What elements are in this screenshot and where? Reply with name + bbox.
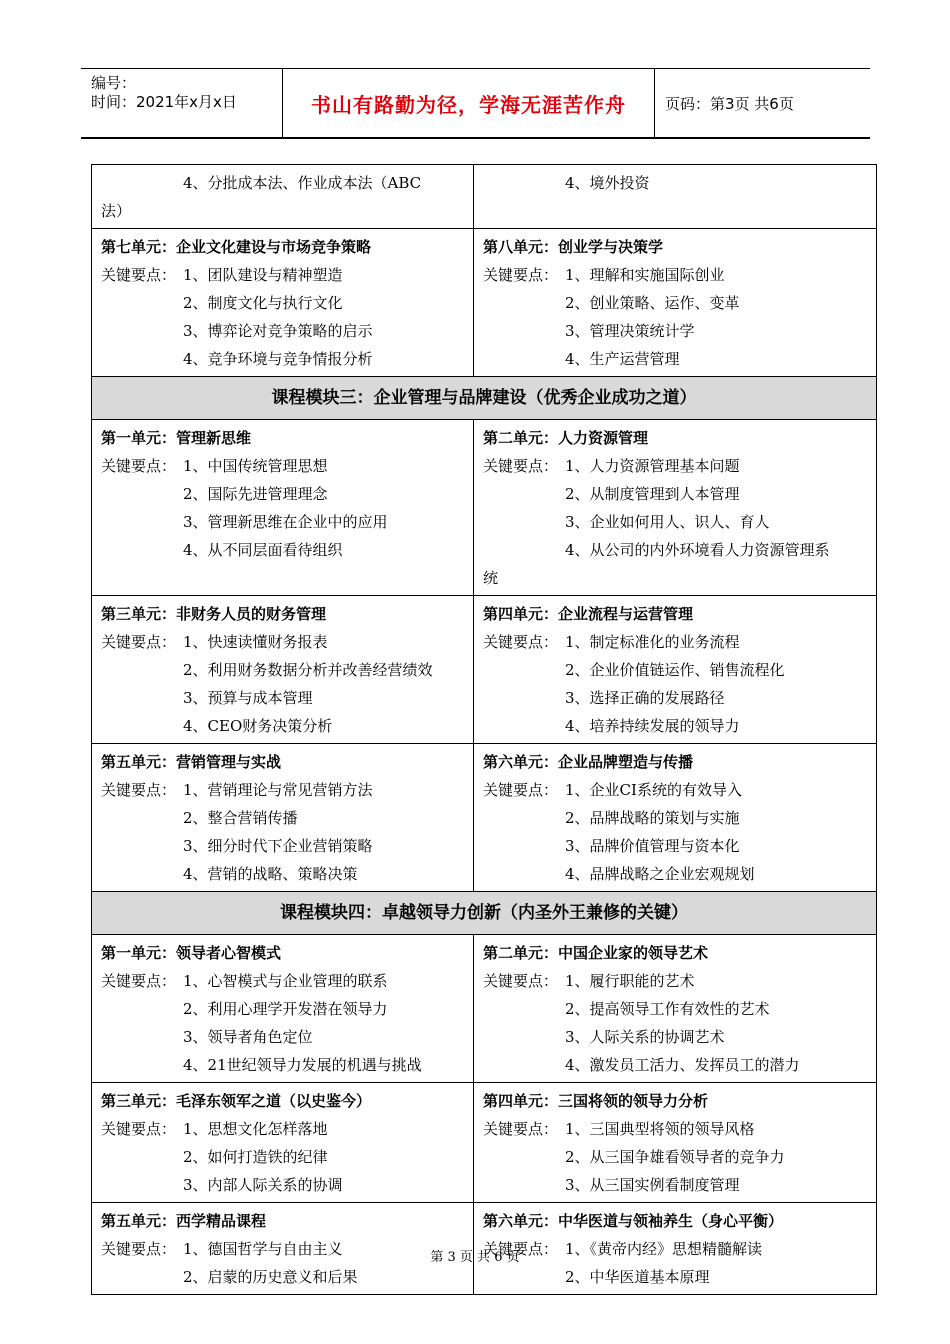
page-footer: 第 3 页 共 6 页 bbox=[430, 1250, 520, 1265]
key-point: 3、细分时代下企业营销策略 bbox=[183, 837, 373, 855]
key-points-prefix: 关键要点： bbox=[101, 972, 177, 990]
unit-title: 第六单元：企业品牌塑造与传播 bbox=[483, 753, 694, 771]
header-meta bbox=[81, 69, 283, 137]
key-point: 4、培养持续发展的领导力 bbox=[565, 717, 740, 735]
key-point-text: 1、中国传统管理思想 bbox=[183, 457, 328, 475]
key-point-text: 1、《黄帝内经》思想精髓解读 bbox=[565, 1240, 763, 1258]
key-point-text: 1、快速读懂财务报表 bbox=[183, 633, 328, 651]
key-point-text: 1、思想文化怎样落地 bbox=[183, 1120, 328, 1138]
key-point: 2、如何打造铁的纪律 bbox=[183, 1148, 328, 1166]
key-point: 3、企业如何用人、识人、育人 bbox=[565, 513, 770, 531]
unit-cell-right bbox=[474, 744, 877, 892]
key-point: 3、内部人际关系的协调 bbox=[183, 1176, 343, 1194]
table-row bbox=[92, 892, 877, 935]
key-point: 2、创业策略、运作、变革 bbox=[565, 294, 740, 312]
key-points-prefix: 关键要点： bbox=[101, 266, 177, 284]
table-row bbox=[92, 420, 877, 596]
page-header bbox=[81, 68, 870, 139]
key-point bbox=[483, 967, 870, 995]
key-point: 4、激发员工活力、发挥员工的潜力 bbox=[565, 1056, 800, 1074]
key-point: 2、提高领导工作有效性的艺术 bbox=[565, 1000, 770, 1018]
course-table-body bbox=[92, 165, 877, 1295]
unit-title: 第二单元：中国企业家的领导艺术 bbox=[483, 944, 709, 962]
unit-cell-left bbox=[92, 596, 474, 744]
key-point: 2、利用心理学开发潜在领导力 bbox=[183, 1000, 388, 1018]
key-point: 2、国际先进管理理念 bbox=[183, 485, 328, 503]
key-points-prefix: 关键要点： bbox=[483, 972, 559, 990]
key-point-text: 1、心智模式与企业管理的联系 bbox=[183, 972, 388, 990]
key-points-prefix: 关键要点： bbox=[101, 781, 177, 799]
key-point: 3、管理新思维在企业中的应用 bbox=[183, 513, 388, 531]
key-point: 4、21世纪领导力发展的机遇与挑战 bbox=[183, 1056, 422, 1074]
key-point-text: 1、德国哲学与自由主义 bbox=[183, 1240, 343, 1258]
key-points-prefix: 关键要点： bbox=[483, 1240, 559, 1258]
key-point: 2、从制度管理到人本管理 bbox=[565, 485, 740, 503]
table-row bbox=[92, 744, 877, 892]
unit-cell-left bbox=[92, 744, 474, 892]
key-point: 2、品牌战略的策划与实施 bbox=[565, 809, 740, 827]
list-item: 4、境外投资 bbox=[565, 174, 650, 192]
key-points-prefix: 关键要点： bbox=[483, 633, 559, 651]
table-row bbox=[92, 1083, 877, 1203]
unit-title: 第四单元：企业流程与运营管理 bbox=[483, 605, 694, 623]
key-point: 3、管理决策统计学 bbox=[565, 322, 695, 340]
key-point: 4、营销的战略、策略决策 bbox=[183, 865, 358, 883]
unit-title: 第一单元：管理新思维 bbox=[101, 429, 252, 447]
course-table bbox=[91, 164, 877, 1295]
list-item: 4、分批成本法、作业成本法（ABC bbox=[183, 174, 422, 192]
unit-title: 第四单元：三国将领的领导力分析 bbox=[483, 1092, 709, 1110]
key-point-text: 1、团队建设与精神塑造 bbox=[183, 266, 343, 284]
key-point: 2、企业价值链运作、销售流程化 bbox=[565, 661, 785, 679]
table-row bbox=[92, 165, 877, 229]
key-point: 3、博弈论对竞争策略的启示 bbox=[183, 322, 373, 340]
table-row bbox=[92, 935, 877, 1083]
module-3-heading: 课程模块三：企业管理与品牌建设（优秀企业成功之道） bbox=[92, 377, 877, 420]
header-motto: 书山有路勤为径，学海无涯苦作舟 bbox=[283, 69, 655, 137]
unit-cell-left bbox=[92, 420, 474, 596]
key-point: 4、从不同层面看待组织 bbox=[183, 541, 343, 559]
key-point: 3、从三国实例看制度管理 bbox=[565, 1176, 740, 1194]
unit-title: 第三单元：毛泽东领军之道（以史鉴今） bbox=[101, 1092, 372, 1110]
key-point: 4、从公司的内外环境看人力资源管理系 bbox=[565, 541, 830, 559]
key-point: 3、预算与成本管理 bbox=[183, 689, 313, 707]
key-points-prefix: 关键要点： bbox=[101, 633, 177, 651]
unit-cell-left bbox=[92, 1083, 474, 1203]
key-point-text: 1、营销理论与常见营销方法 bbox=[183, 781, 373, 799]
key-point: 2、从三国争雄看领导者的竞争力 bbox=[565, 1148, 785, 1166]
key-point: 3、领导者角色定位 bbox=[183, 1028, 313, 1046]
key-point: 4、品牌战略之企业宏观规划 bbox=[565, 865, 755, 883]
key-point bbox=[101, 967, 467, 995]
key-point: 3、人际关系的协调艺术 bbox=[565, 1028, 725, 1046]
unit-title: 第七单元：企业文化建设与市场竞争策略 bbox=[101, 238, 372, 256]
unit-cell-right bbox=[474, 596, 877, 744]
header-page-label: 页码：第3页 共6页 bbox=[665, 94, 794, 113]
key-point bbox=[101, 776, 467, 804]
key-points-prefix: 关键要点： bbox=[483, 781, 559, 799]
key-point bbox=[101, 1115, 467, 1143]
continuation-right-cell bbox=[474, 165, 877, 229]
key-point-text: 1、三国典型将领的领导风格 bbox=[565, 1120, 755, 1138]
key-point-text: 1、履行职能的艺术 bbox=[565, 972, 695, 990]
unit-title: 第八单元：创业学与决策学 bbox=[483, 238, 664, 256]
key-point: 3、选择正确的发展路径 bbox=[565, 689, 725, 707]
key-point bbox=[483, 1115, 870, 1143]
key-point-text: 1、制定标准化的业务流程 bbox=[565, 633, 740, 651]
unit-cell-left bbox=[92, 229, 474, 377]
key-point bbox=[101, 261, 467, 289]
key-point: 2、利用财务数据分析并改善经营绩效 bbox=[183, 661, 433, 679]
unit-cell-right bbox=[474, 229, 877, 377]
unit-cell-right bbox=[474, 420, 877, 596]
key-point bbox=[101, 628, 467, 656]
key-points-prefix: 关键要点： bbox=[101, 1240, 177, 1258]
key-point: 4、CEO财务决策分析 bbox=[183, 717, 333, 735]
key-points-prefix: 关键要点： bbox=[483, 1120, 559, 1138]
list-item-wrap: 法） bbox=[101, 202, 132, 220]
key-point-text: 1、理解和实施国际创业 bbox=[565, 266, 725, 284]
key-points-prefix: 关键要点： bbox=[483, 266, 559, 284]
unit-title: 第五单元：西学精品课程 bbox=[101, 1212, 267, 1230]
key-point: 2、启蒙的历史意义和后果 bbox=[183, 1268, 358, 1286]
continuation-left-cell bbox=[92, 165, 474, 229]
key-points-prefix: 关键要点： bbox=[483, 457, 559, 475]
document-date-label: 时间：2021年x月x日 bbox=[91, 93, 237, 111]
key-point bbox=[483, 628, 870, 656]
table-row bbox=[92, 377, 877, 420]
unit-title: 第五单元：营销管理与实战 bbox=[101, 753, 282, 771]
document-number-label: 编号： bbox=[91, 74, 137, 92]
module-4-heading: 课程模块四：卓越领导力创新（内圣外王兼修的关键） bbox=[92, 892, 877, 935]
key-point: 3、品牌价值管理与资本化 bbox=[565, 837, 740, 855]
key-point: 4、竞争环境与竞争情报分析 bbox=[183, 350, 373, 368]
unit-cell-right bbox=[474, 1083, 877, 1203]
key-point bbox=[483, 776, 870, 804]
key-points-prefix: 关键要点： bbox=[101, 457, 177, 475]
key-point-wrap: 统 bbox=[483, 569, 499, 587]
unit-cell-left bbox=[92, 935, 474, 1083]
unit-title: 第六单元：中华医道与领袖养生（身心平衡） bbox=[483, 1212, 784, 1230]
key-point: 2、制度文化与执行文化 bbox=[183, 294, 343, 312]
key-point bbox=[101, 452, 467, 480]
unit-title: 第二单元：人力资源管理 bbox=[483, 429, 649, 447]
table-row bbox=[92, 229, 877, 377]
key-point-text: 1、企业CI系统的有效导入 bbox=[565, 781, 742, 799]
key-point: 4、生产运营管理 bbox=[565, 350, 680, 368]
unit-cell-right bbox=[474, 935, 877, 1083]
key-points-prefix: 关键要点： bbox=[101, 1120, 177, 1138]
key-point: 2、中华医道基本原理 bbox=[565, 1268, 710, 1286]
unit-title: 第一单元：领导者心智模式 bbox=[101, 944, 282, 962]
key-point: 2、整合营销传播 bbox=[183, 809, 298, 827]
key-point bbox=[483, 261, 870, 289]
table-row bbox=[92, 596, 877, 744]
key-point-text: 1、人力资源管理基本问题 bbox=[565, 457, 740, 475]
key-point bbox=[483, 452, 870, 480]
unit-title: 第三单元：非财务人员的财务管理 bbox=[101, 605, 327, 623]
